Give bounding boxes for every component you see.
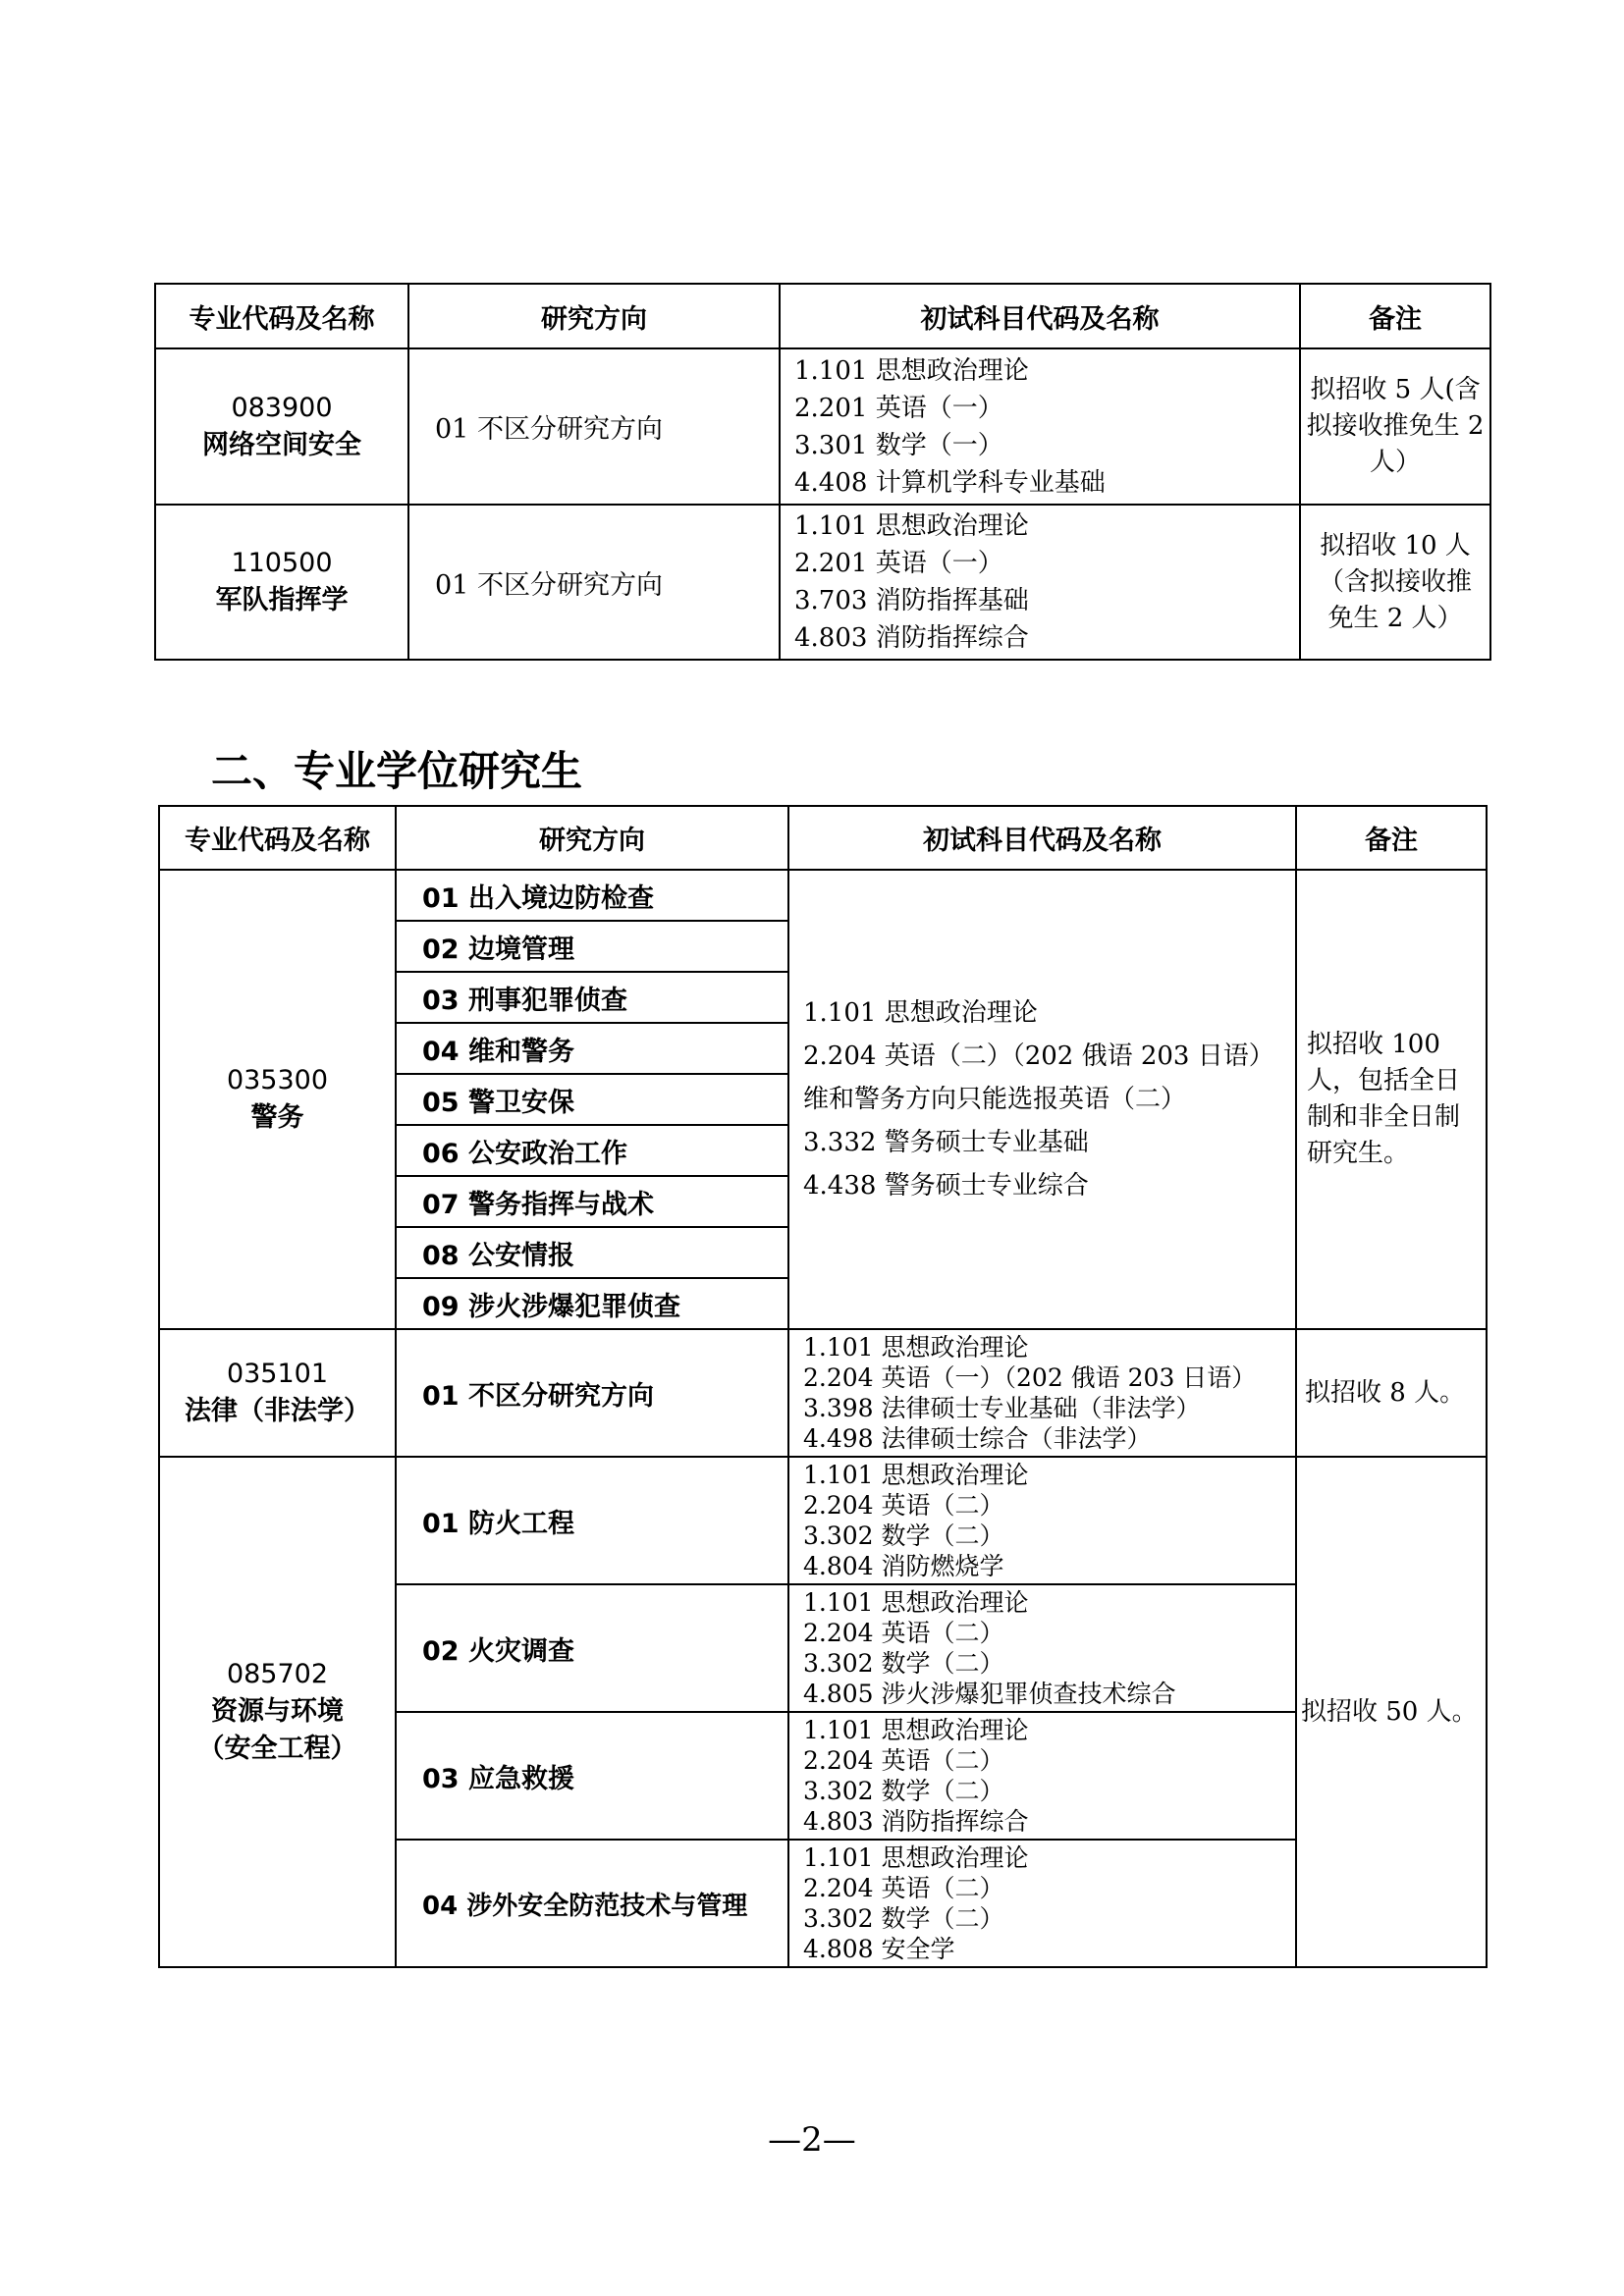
subjects-cell <box>788 1712 1296 1840</box>
subject-line: 4.498 法律硕士综合（非法学） <box>803 1424 1152 1453</box>
direction-cell: 09 涉火涉爆犯罪侦查 <box>396 1278 788 1329</box>
major-name: 资源与环境 <box>211 1696 344 1727</box>
direction-cell: 07 警务指挥与战术 <box>396 1176 788 1227</box>
table-row <box>159 870 1487 921</box>
subjects-cell <box>780 348 1300 505</box>
table-header-row <box>155 284 1490 348</box>
subject-line: 4.804 消防燃烧学 <box>803 1552 1004 1580</box>
subject-line: 3.302 数学（二） <box>803 1649 1004 1678</box>
subject-line: 4.805 涉火涉爆犯罪侦查技术综合 <box>803 1680 1176 1708</box>
table-academic <box>154 283 1491 661</box>
note-cell: 拟招收 100 人，包括全日制和非全日制研究生。 <box>1296 870 1487 1329</box>
header-note: 备注 <box>1300 284 1490 348</box>
subjects-cell <box>788 1584 1296 1712</box>
subject-line: 1.101 思想政治理论 <box>803 998 1038 1028</box>
note-cell: 拟招收 50 人。 <box>1296 1457 1487 1967</box>
subject-line: 维和警务方向只能选报英语（二） <box>803 1085 1187 1114</box>
direction-cell: 04 涉外安全防范技术与管理 <box>396 1840 788 1967</box>
subjects-cell <box>788 1329 1296 1457</box>
subject-line: 2.204 英语（二）（202 俄语 203 日语） <box>803 1041 1274 1071</box>
direction-cell: 02 火灾调查 <box>396 1584 788 1712</box>
subject-line: 1.101 思想政治理论 <box>794 511 1029 541</box>
table-row <box>155 348 1490 505</box>
subjects-cell <box>788 870 1296 1329</box>
direction-cell: 06 公安政治工作 <box>396 1125 788 1176</box>
subject-line: 4.808 安全学 <box>803 1935 955 1963</box>
subject-line: 4.803 消防指挥综合 <box>803 1807 1029 1836</box>
subject-line: 1.101 思想政治理论 <box>803 1843 1029 1872</box>
direction-cell: 01 防火工程 <box>396 1457 788 1584</box>
direction-cell: 05 警卫安保 <box>396 1074 788 1125</box>
major-code: 110500 <box>231 548 333 578</box>
major-cell <box>155 505 408 660</box>
subject-line: 3.301 数学（一） <box>794 430 1003 460</box>
major-code: 035101 <box>226 1359 329 1389</box>
subjects-cell <box>788 1840 1296 1967</box>
subject-line: 4.803 消防指挥综合 <box>794 623 1029 653</box>
note-cell: 拟招收 8 人。 <box>1296 1329 1487 1457</box>
subject-line: 2.201 英语（一） <box>794 393 1003 423</box>
major-cell <box>155 348 408 505</box>
header-major: 专业代码及名称 <box>159 806 396 870</box>
subject-line: 3.332 警务硕士专业基础 <box>803 1128 1089 1157</box>
direction-cell: 02 边境管理 <box>396 921 788 972</box>
subject-line: 3.302 数学（二） <box>803 1904 1004 1933</box>
major-name: 网络空间安全 <box>202 429 361 460</box>
header-subjects: 初试科目代码及名称 <box>788 806 1296 870</box>
subject-line: 2.201 英语（一） <box>794 549 1003 578</box>
subject-line: 4.408 计算机学科专业基础 <box>794 467 1106 498</box>
subject-line: 2.204 英语（二） <box>803 1874 1004 1902</box>
subject-line: 2.204 英语（二） <box>803 1491 1004 1520</box>
table-professional <box>158 805 1488 1968</box>
subject-line: 2.204 英语（二） <box>803 1746 1004 1775</box>
header-note: 备注 <box>1296 806 1487 870</box>
table-row <box>159 1329 1487 1457</box>
major-name-sub: （安全工程） <box>197 1734 357 1764</box>
header-direction: 研究方向 <box>408 284 780 348</box>
header-direction: 研究方向 <box>396 806 788 870</box>
direction-cell: 01 出入境边防检查 <box>396 870 788 921</box>
subject-line: 2.204 英语（一）（202 俄语 203 日语） <box>803 1363 1257 1392</box>
note-cell: 拟招收 5 人(含拟接收推免生 2 人） <box>1300 348 1490 505</box>
subject-line: 3.302 数学（二） <box>803 1522 1004 1550</box>
direction-cell: 01 不区分研究方向 <box>396 1329 788 1457</box>
subject-line: 1.101 思想政治理论 <box>803 1716 1029 1744</box>
subject-line: 3.703 消防指挥基础 <box>794 586 1029 615</box>
major-name: 军队指挥学 <box>215 585 349 615</box>
direction-cell: 03 应急救援 <box>396 1712 788 1840</box>
direction-cell: 01 不区分研究方向 <box>408 348 780 505</box>
subject-line: 3.398 法律硕士专业基础（非法学） <box>803 1394 1201 1422</box>
subject-line: 4.438 警务硕士专业综合 <box>803 1171 1089 1201</box>
major-name: 法律（非法学） <box>185 1396 370 1426</box>
table-row <box>155 505 1490 660</box>
direction-cell: 04 维和警务 <box>396 1023 788 1074</box>
header-major: 专业代码及名称 <box>155 284 408 348</box>
major-name: 警务 <box>250 1102 304 1133</box>
subjects-cell <box>788 1457 1296 1584</box>
direction-cell: 08 公安情报 <box>396 1227 788 1278</box>
major-cell <box>159 870 396 1329</box>
page-number: —2— <box>768 2120 856 2160</box>
major-code: 035300 <box>226 1065 329 1095</box>
subjects-cell <box>780 505 1300 660</box>
header-subjects: 初试科目代码及名称 <box>780 284 1300 348</box>
major-cell <box>159 1329 396 1457</box>
major-code: 085702 <box>226 1659 329 1689</box>
direction-cell: 03 刑事犯罪侦查 <box>396 972 788 1023</box>
subject-line: 1.101 思想政治理论 <box>803 1333 1029 1362</box>
subject-line: 3.302 数学（二） <box>803 1777 1004 1805</box>
subject-line: 1.101 思想政治理论 <box>803 1461 1029 1489</box>
subject-line: 2.204 英语（二） <box>803 1619 1004 1647</box>
subject-line: 1.101 思想政治理论 <box>803 1588 1029 1617</box>
direction-cell: 01 不区分研究方向 <box>408 505 780 660</box>
subject-line: 1.101 思想政治理论 <box>794 355 1029 386</box>
table-header-row <box>159 806 1487 870</box>
major-code: 083900 <box>231 392 333 423</box>
note-cell: 拟招收 10 人（含拟接收推免生 2 人） <box>1300 505 1490 660</box>
section-title: 二、专业学位研究生 <box>211 747 583 795</box>
major-cell <box>159 1457 396 1967</box>
table-row <box>159 1457 1487 1584</box>
